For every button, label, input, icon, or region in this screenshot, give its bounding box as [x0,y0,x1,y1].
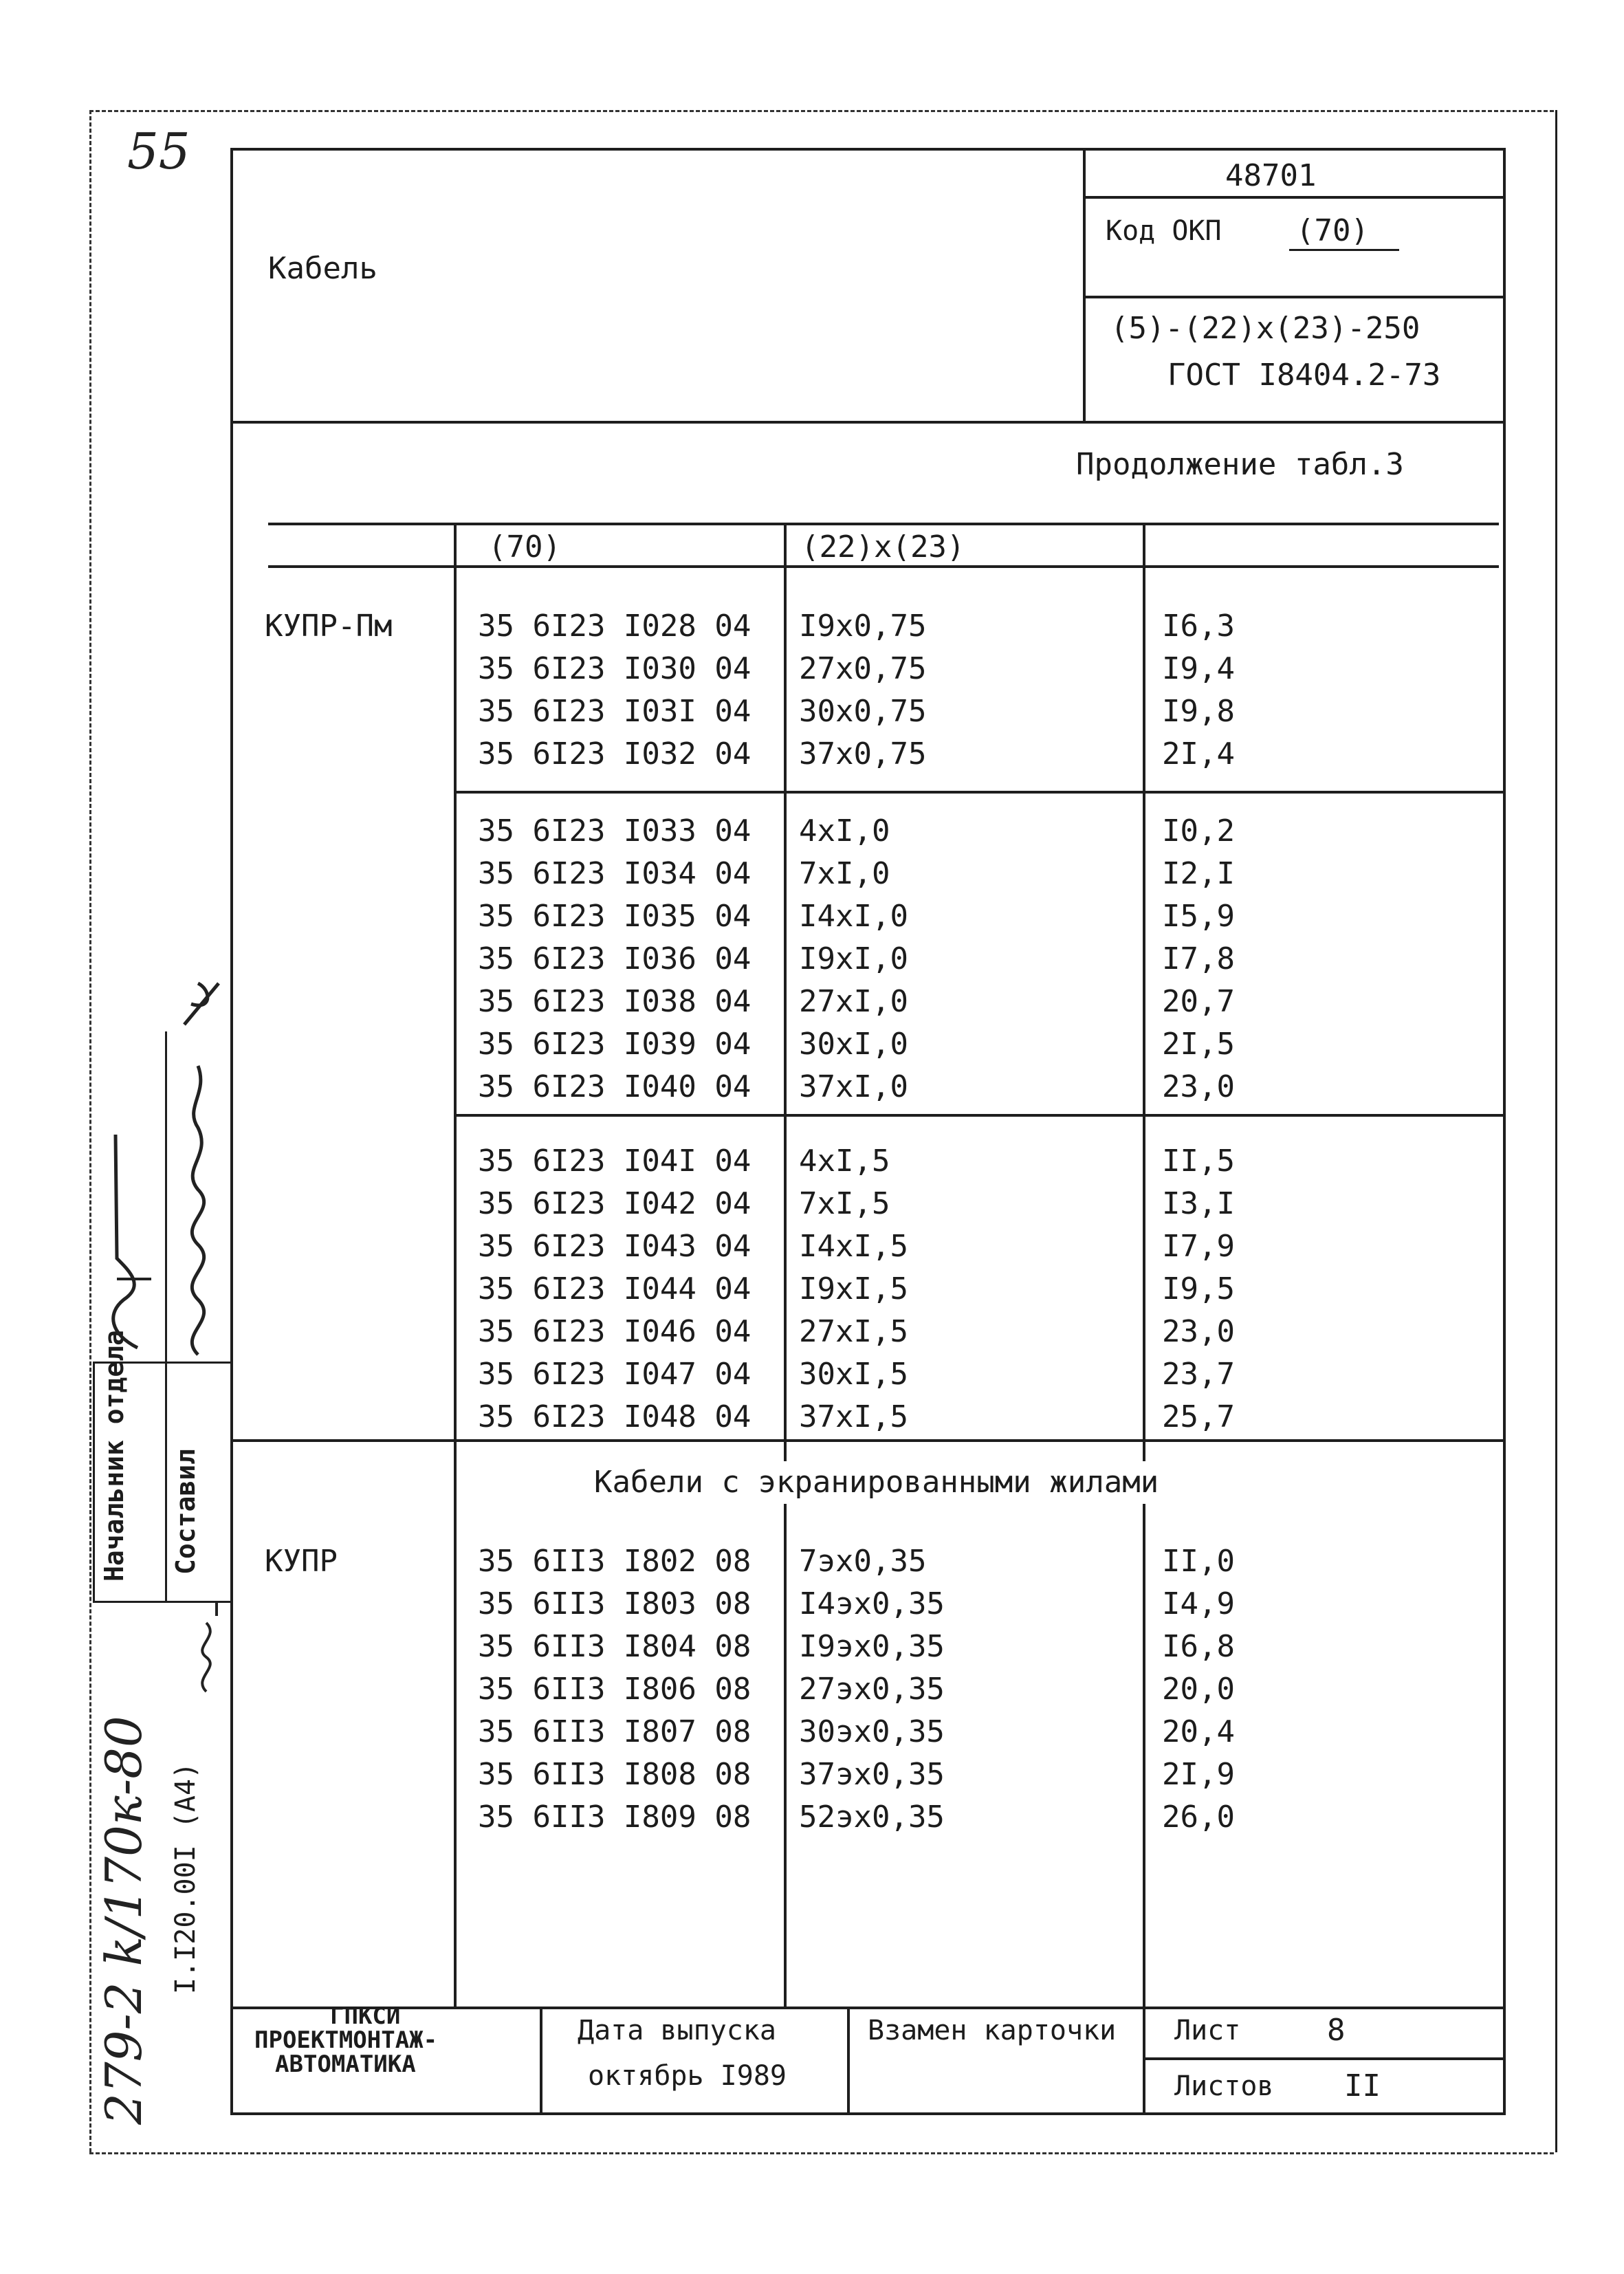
card-right-border [1503,148,1506,2114]
table-row: 35 6II3 I802 08 [478,1544,751,1579]
cell: I9эx0,35 [799,1629,945,1664]
org-line-3: АВТОМАТИКА [275,2051,416,2078]
cell: 20,7 [1162,984,1235,1019]
inventory-number: 279-2 k/170к-80 [95,1716,153,2125]
table-row: 35 6I23 I044 04 [478,1271,751,1307]
org-line-1: ГПКСИ [330,2002,401,2030]
cell: 2I,5 [1162,1027,1235,1062]
table-row: 35 6II3 I808 08 [478,1757,751,1792]
table-row: 35 6I23 I03I 04 [478,694,751,729]
group-3-codes [478,1140,751,1439]
brand-kupr: КУПР [265,1544,338,1579]
group-1-values [1162,605,1235,776]
cell: 2I,4 [1162,736,1235,772]
table-row: 35 6I23 I032 04 [478,736,751,772]
group-3-values [1162,1140,1235,1439]
cell: 37xI,5 [799,1399,908,1434]
code-number: 48701 [1225,158,1317,193]
cell: I6,3 [1162,609,1235,644]
release-label: Дата выпуска [578,2015,776,2046]
col-divider-3 [1143,523,1145,2112]
cell: I6,8 [1162,1629,1235,1664]
col-header-cores: (22)x(23) [801,529,965,565]
table-row: 35 6I23 I046 04 [478,1314,751,1349]
cell: 7xI,5 [799,1186,890,1221]
cell: I4xI,5 [799,1229,908,1264]
group-1-codes [478,605,751,776]
shielded-caption: Кабели с экранированными жилами [591,1461,1161,1504]
cell: I9,4 [1162,651,1235,686]
cell: 37xI,0 [799,1069,908,1104]
cell: 27x0,75 [799,651,927,686]
replace-label: Взамен карточки [868,2015,1117,2046]
sheets-value: II [1344,2068,1381,2103]
table-row: 35 6I23 I039 04 [478,1027,751,1062]
form-code: I.I20.00I (A4) [170,1762,201,1994]
signature-dated [186,1602,227,1698]
table-row: 35 6II3 I803 08 [478,1586,751,1621]
cell: 23,0 [1162,1069,1235,1104]
table-row: 35 6I23 I047 04 [478,1357,751,1392]
cell: 37эx0,35 [799,1757,945,1792]
cell: 52эx0,35 [799,1800,945,1835]
group-4-cores [799,1540,945,1839]
designation: (5)-(22)x(23)-250 [1110,311,1420,346]
cell: I9,8 [1162,694,1235,729]
cell: I9xI,5 [799,1271,908,1307]
col-divider-1 [454,523,457,2007]
cell: I9x0,75 [799,609,927,644]
cell: 27эx0,35 [799,1672,945,1707]
cell: I4эx0,35 [799,1586,945,1621]
cell: 2I,9 [1162,1757,1235,1792]
table-row: 35 6II3 I806 08 [478,1672,751,1707]
cell: 30эx0,35 [799,1714,945,1749]
signature-head-of-dept [96,1052,165,1355]
col-header-okp: (70) [488,529,561,565]
cell: 4xI,5 [799,1144,890,1179]
table-row: 35 6I23 I040 04 [478,1069,751,1104]
group-2-cores [799,810,908,1108]
group-1-cores [799,605,926,776]
cell: 20,0 [1162,1672,1235,1707]
table-row: 35 6I23 I030 04 [478,651,751,686]
okp-value: (70) [1296,213,1369,248]
cell: 20,4 [1162,1714,1235,1749]
table-row: 35 6I23 I028 04 [478,609,751,644]
brand-kupr-pm: КУПР-Пм [265,609,393,644]
cell: 7эx0,35 [799,1544,927,1579]
cell: 27xI,5 [799,1314,908,1349]
head-of-dept-label: Начальник отдела [99,1329,129,1582]
cell: 7xI,0 [799,856,890,891]
table-row: 35 6I23 I042 04 [478,1186,751,1221]
cell: I4xI,0 [799,899,908,934]
cell: II,5 [1162,1144,1235,1179]
cell: II,0 [1162,1544,1235,1579]
table-row: 35 6II3 I804 08 [478,1629,751,1664]
group-2-codes [478,810,751,1108]
product-name: Кабель [268,251,377,286]
okp-label: Код ОКП [1106,215,1222,247]
compiled-by-label: Составил [171,1448,201,1575]
cell: I9xI,0 [799,941,908,976]
table-row: 35 6II3 I809 08 [478,1800,751,1835]
cell: 30xI,5 [799,1357,908,1392]
cell: I7,9 [1162,1229,1235,1264]
cell: 27xI,0 [799,984,908,1019]
cell: 23,7 [1162,1357,1235,1392]
sheets-label: Листов [1174,2070,1274,2102]
table-row: 35 6I23 I038 04 [478,984,751,1019]
cell: I0,2 [1162,813,1235,849]
standard: ГОСТ I8404.2-73 [1167,358,1441,393]
continuation-label: Продолжение табл.3 [1076,447,1404,482]
cell: I2,I [1162,856,1235,891]
cell: 23,0 [1162,1314,1235,1349]
cell: I4,9 [1162,1586,1235,1621]
cell: 30xI,0 [799,1027,908,1062]
table-row: 35 6II3 I807 08 [478,1714,751,1749]
org-line-2: ПРОЕКТМОНТАЖ- [254,2026,438,2054]
col-divider-2 [784,523,787,2007]
group-3-cores [799,1140,908,1439]
table-row: 35 6I23 I04I 04 [478,1144,751,1179]
cell: I3,I [1162,1186,1235,1221]
sheet-label: Лист [1174,2015,1241,2046]
table-row: 35 6I23 I035 04 [478,899,751,934]
table-row: 35 6I23 I043 04 [478,1229,751,1264]
group-4-values [1162,1540,1235,1839]
cell: I9,5 [1162,1271,1235,1307]
signature-compiler [171,976,232,1362]
page-number: 55 [127,122,190,180]
cell: 4xI,0 [799,813,890,849]
group-4-codes [478,1540,751,1839]
cell: 30x0,75 [799,694,927,729]
cell: 25,7 [1162,1399,1235,1434]
sheet-value: 8 [1327,2013,1346,2048]
group-2-values [1162,810,1235,1108]
table-row: 35 6I23 I033 04 [478,813,751,849]
cell: 26,0 [1162,1800,1235,1835]
cell: I7,8 [1162,941,1235,976]
cell: 37x0,75 [799,736,927,772]
cell: I5,9 [1162,899,1235,934]
table-row: 35 6I23 I034 04 [478,856,751,891]
release-date: октябрь I989 [588,2060,787,2092]
table-row: 35 6I23 I048 04 [478,1399,751,1434]
table-row: 35 6I23 I036 04 [478,941,751,976]
